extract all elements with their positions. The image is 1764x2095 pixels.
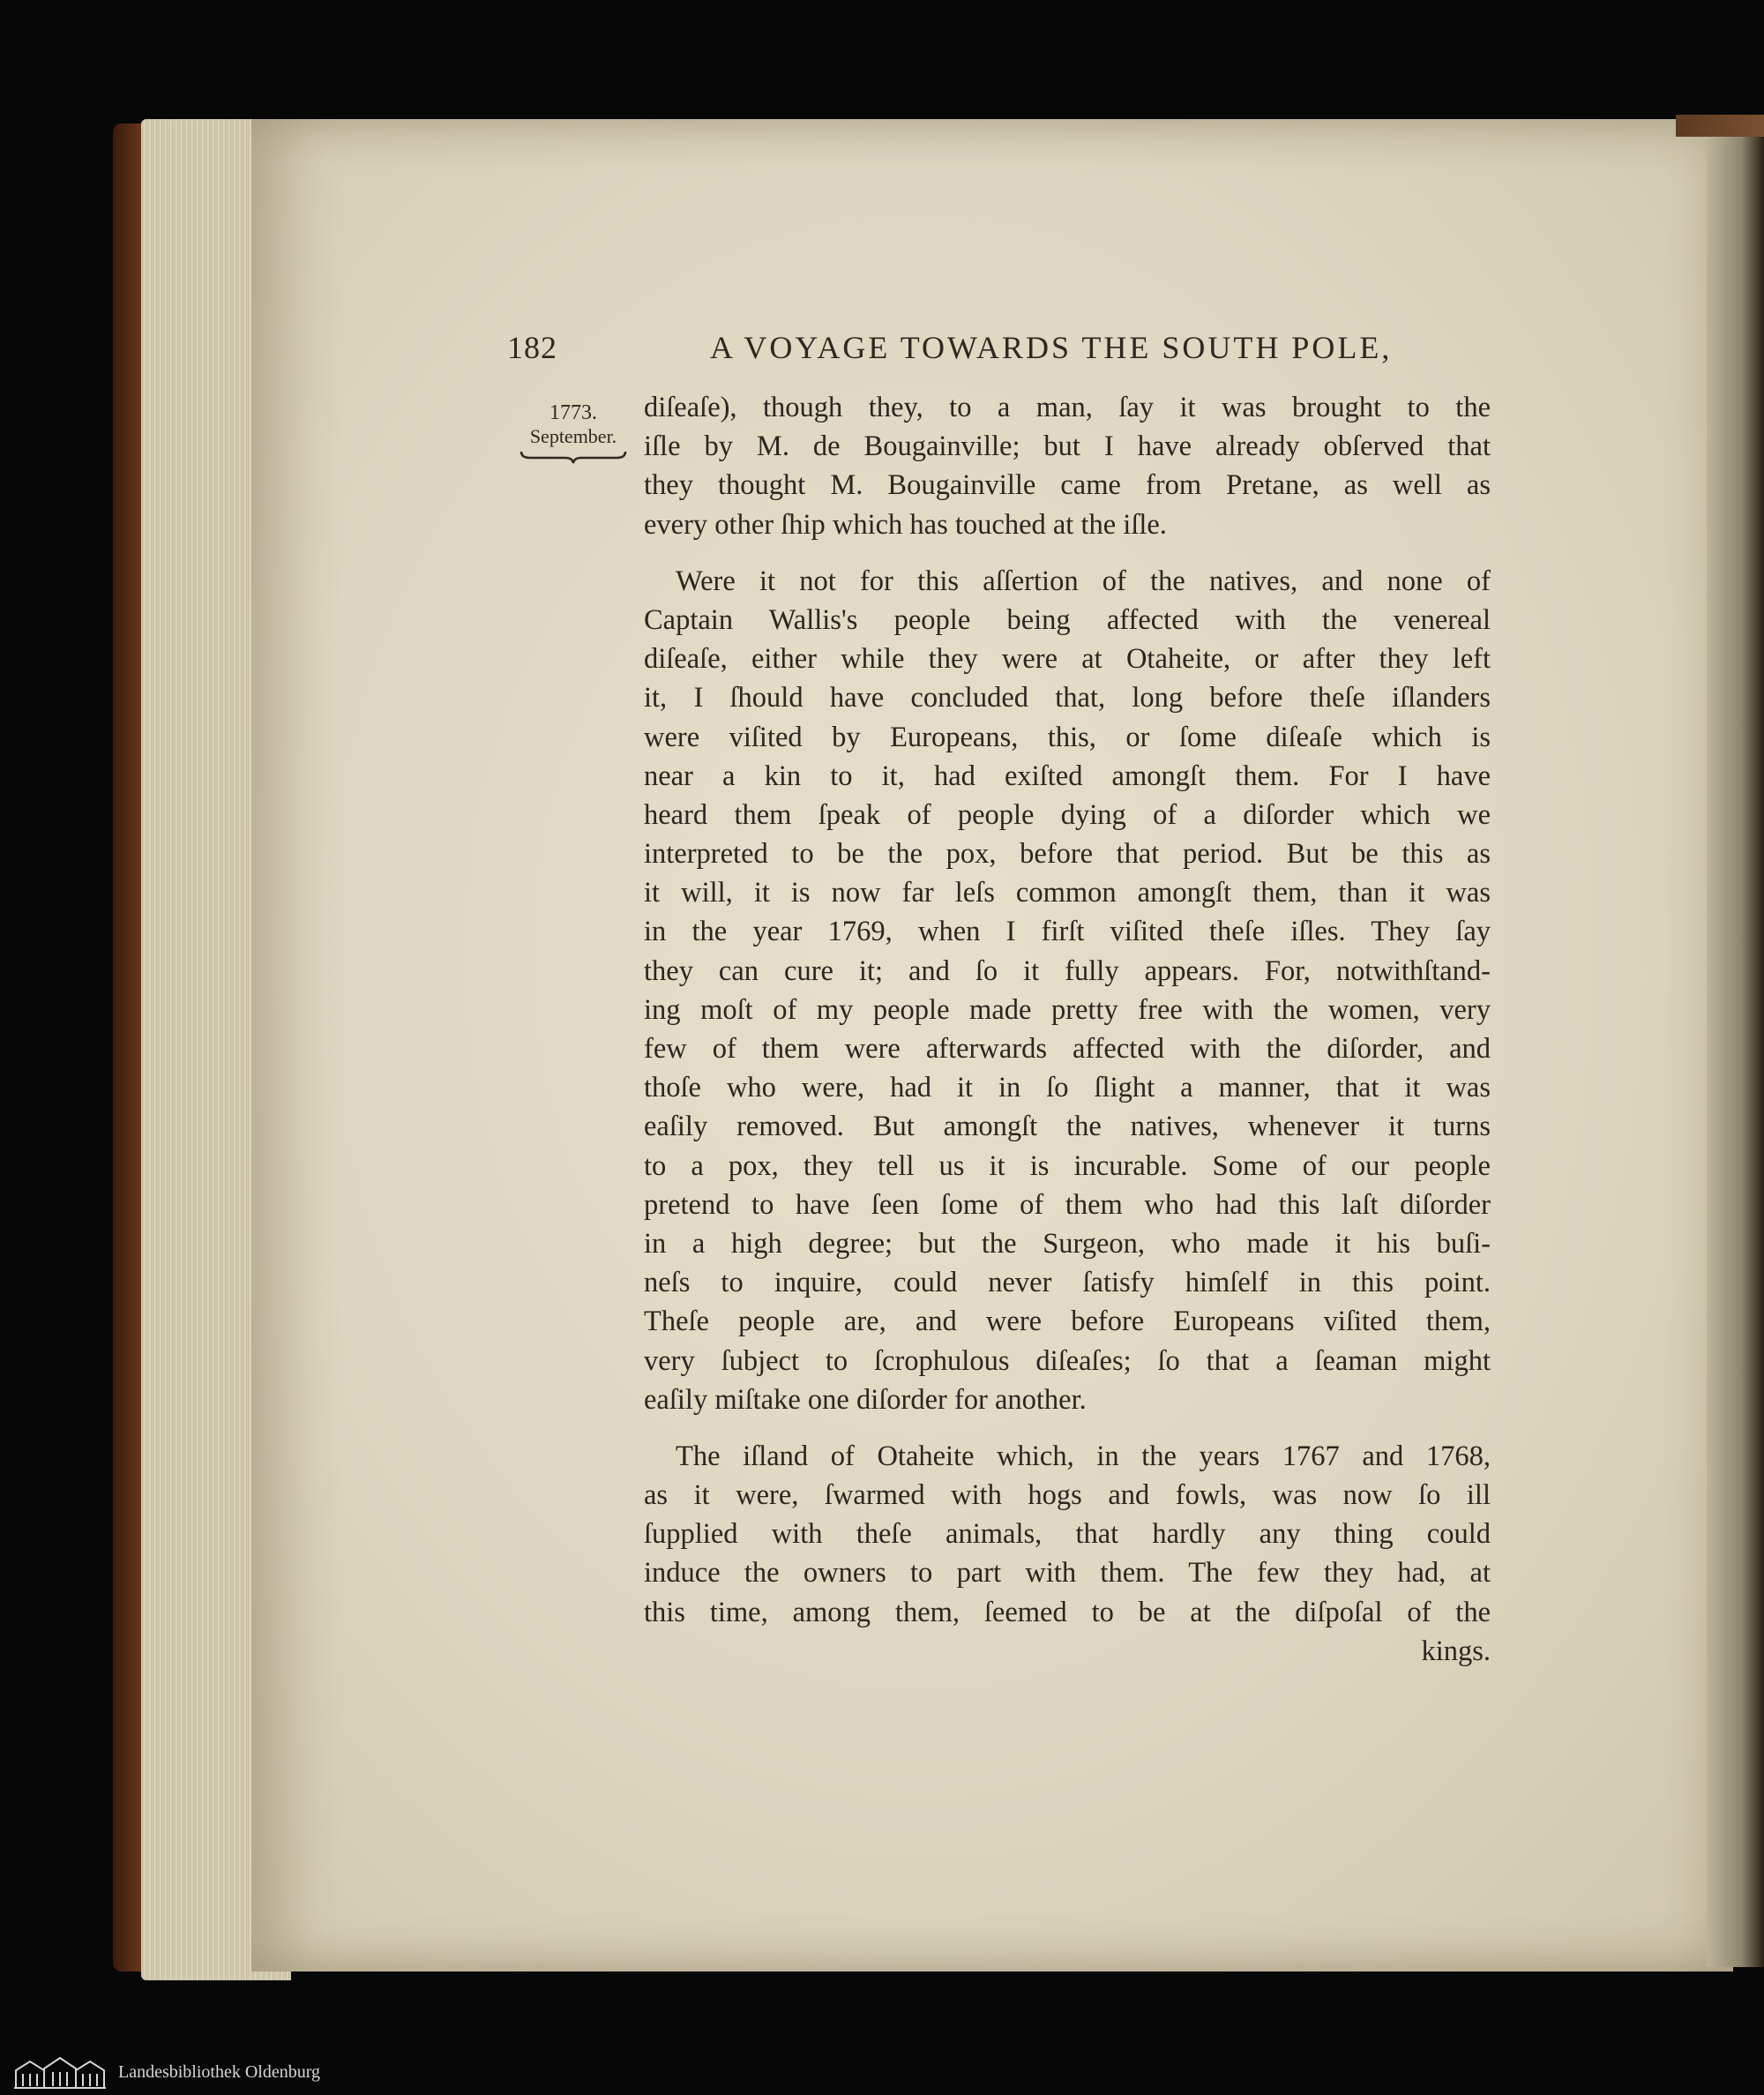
text-line: heard them ſpeak of people dying of a diſorder which we bbox=[644, 798, 1491, 831]
catchword: kings. bbox=[1421, 1635, 1491, 1667]
text-line: to a pox, they tell us it is incurable. Some of our people bbox=[644, 1149, 1491, 1182]
text-line: Theſe people are, and were before Europeans viſited them, bbox=[644, 1306, 1491, 1338]
page-number: 182 bbox=[507, 330, 557, 365]
text-line: every other ſhip which has touched at the iſle. bbox=[644, 508, 1167, 541]
text-line: they thought M. Bougainville came from Pretane, as well as bbox=[644, 469, 1491, 502]
text-line: they can cure it; and ſo it fully appears. For, notwithſtand- bbox=[644, 954, 1491, 987]
text-line: neſs to inquire, could never ſatisfy himſelf in this point. bbox=[644, 1267, 1491, 1299]
text-line: in the year 1769, when I firſt viſited theſe iſles. They ſay bbox=[644, 916, 1491, 948]
running-head bbox=[507, 329, 1486, 382]
text-line: very ſubject to ſcrophulous diſeaſes; ſo that a ſeaman might bbox=[644, 1344, 1491, 1377]
text-line: in a high degree; but the Surgeon, who made it his buſi- bbox=[644, 1227, 1491, 1260]
text-line: ſupplied with theſe animals, that hardly any thing could bbox=[644, 1518, 1491, 1551]
text-line: Captain Wallis's people being affected with the venereal bbox=[644, 603, 1491, 636]
text-line: it, I ſhould have concluded that, long before theſe iſlanders bbox=[644, 682, 1491, 715]
text-line: pretend to have ſeen ſome of them who had this laſt diſorder bbox=[644, 1188, 1491, 1221]
library-name: Landesbibliothek Oldenburg bbox=[118, 2062, 321, 2082]
text-line: iſle by M. de Bougainville; but I have already obſerved that bbox=[644, 430, 1491, 463]
paragraph-first-line: The iſland of Otaheite which, in the years 1767 and 1768, bbox=[676, 1440, 1491, 1472]
text-line: were viſited by Europeans, this, or ſome diſeaſe which is bbox=[644, 721, 1491, 753]
text-line: few of them were afterwards affected with the diſorder, and bbox=[644, 1033, 1491, 1065]
paragraph-first-line: Were it not for this aſſertion of the natives, and none of bbox=[676, 565, 1491, 597]
text-line: as it were, ſwarmed with hogs and fowls, was now ſo ill bbox=[644, 1479, 1491, 1512]
body-text bbox=[644, 388, 1491, 1671]
text-line: eaſily removed. But amongſt the natives, whenever it turns bbox=[644, 1111, 1491, 1143]
margin-note bbox=[516, 401, 631, 464]
margin-year: 1773. bbox=[549, 401, 597, 424]
text-line: diſeaſe), though they, to a man, ſay it was brought to the bbox=[644, 392, 1491, 423]
facing-page-edge bbox=[1707, 123, 1764, 1967]
text-line: interpreted to be the pox, before that period. But be this as bbox=[644, 838, 1491, 871]
text-line: eaſily miſtake one diſorder for another. bbox=[644, 1383, 1087, 1416]
page-title: A VOYAGE TOWARDS THE SOUTH POLE, bbox=[710, 330, 1393, 365]
footer-bar bbox=[0, 2051, 1764, 2095]
text-line: this time, among them, ſeemed to be at the diſpoſal of the bbox=[644, 1596, 1491, 1628]
margin-month: September. bbox=[529, 425, 617, 447]
text-line: it will, it is now far leſs common amongſt them, than it was bbox=[644, 877, 1491, 909]
text-line: thoſe who were, had it in ſo ſlight a manner, that it was bbox=[644, 1072, 1491, 1104]
brace-icon bbox=[519, 450, 627, 464]
text-line: induce the owners to part with them. The few they had, at bbox=[644, 1557, 1491, 1590]
text-line: near a kin to it, had exiſted amongſt them. For I have bbox=[644, 759, 1491, 792]
text-line: ing moſt of my people made pretty free with the women, very bbox=[644, 993, 1491, 1026]
text-line: diſeaſe, either while they were at Otaheite, or after they left bbox=[644, 643, 1491, 676]
book-cover-right bbox=[1676, 115, 1764, 137]
library-building-icon bbox=[12, 2056, 108, 2090]
